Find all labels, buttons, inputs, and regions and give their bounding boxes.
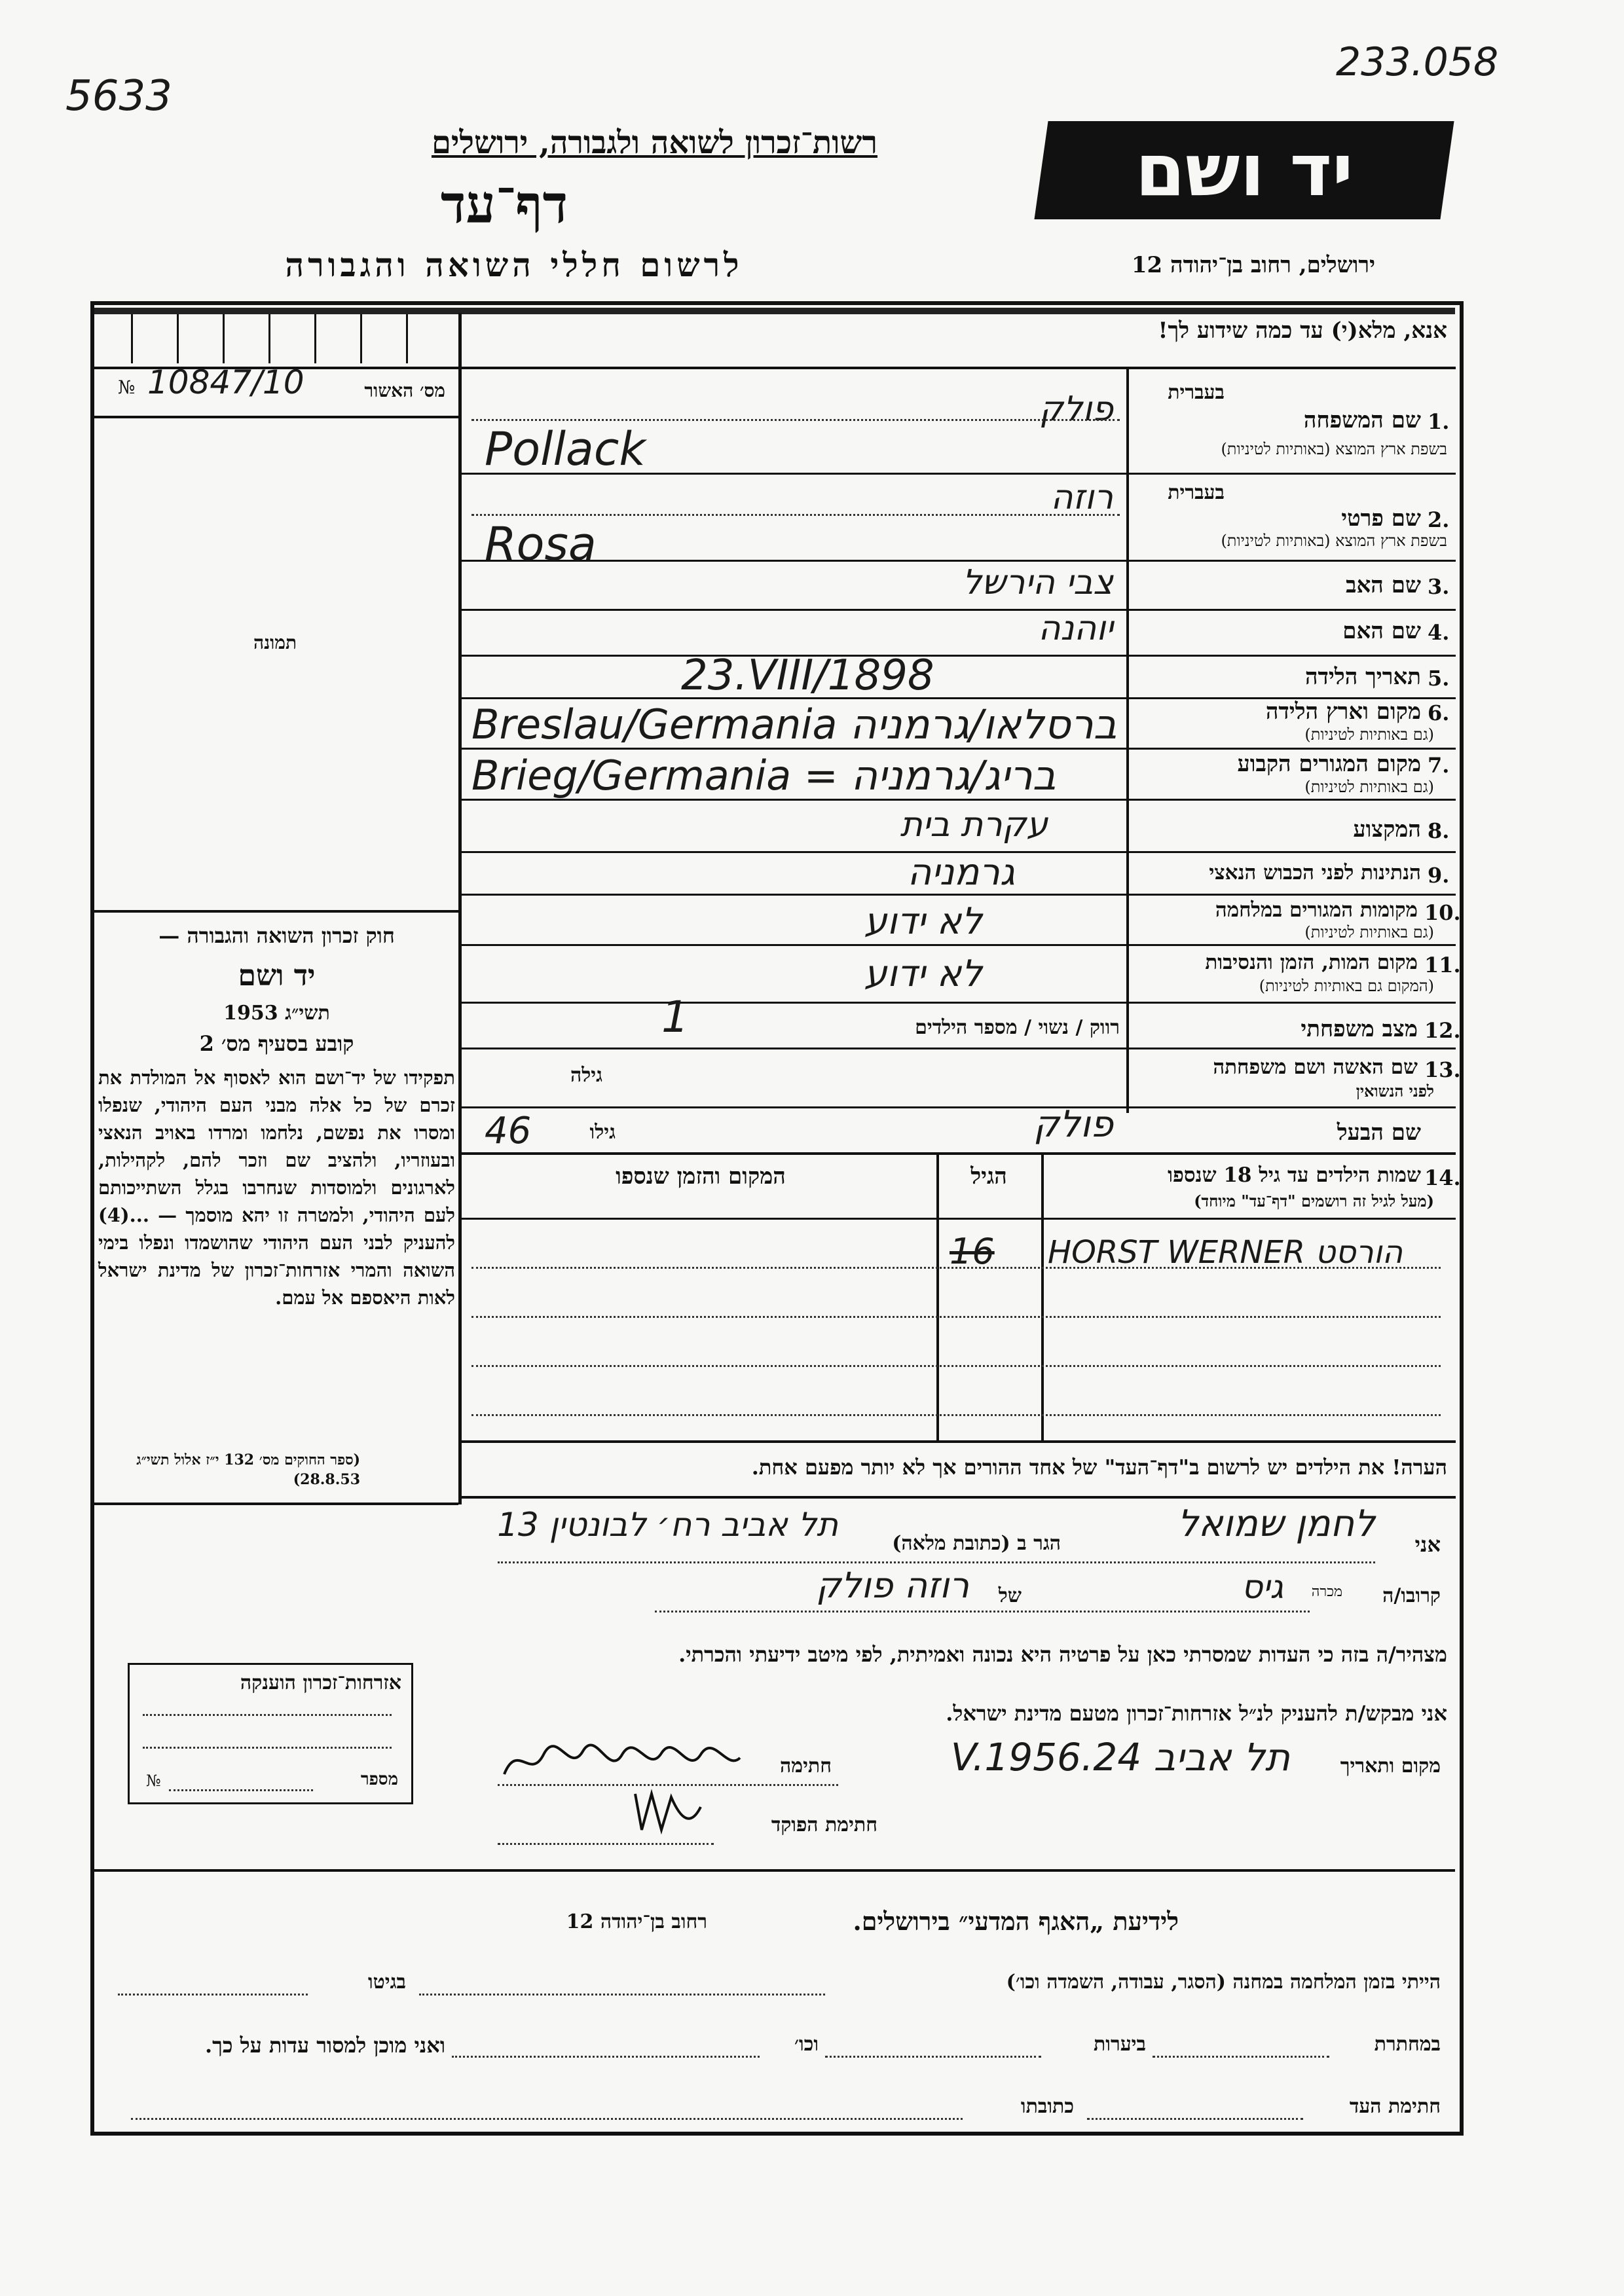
footer-witness-signature-label: חתימת העד [1349,2095,1441,2118]
field-profession-label: המקצוע [1353,816,1421,843]
approval-number-label: מס׳ האשור [364,380,445,401]
law-year: תשי״ג 1953 [223,1002,330,1025]
relation-hint: מכרה [1311,1584,1342,1600]
mother-name-value: יוהנה [1038,609,1113,648]
declaration-request: אני מבקש/ת להעניק לנ״ל אזרחות־זכרון מטעם מדינת ישראל. [946,1701,1447,1726]
official-signature-label: חתימת הפוקד [771,1813,877,1836]
children-count-value: 1 [661,992,689,1042]
children-header-names: שמות הילדים עד גיל 18 שנספו [1168,1163,1421,1187]
citizenship-number-symbol: № [146,1772,161,1790]
footer-witness-address-label: כתובתו [1020,2095,1074,2118]
field-birth-place-label: מקום וארץ הלידה [1265,699,1421,725]
citizenship-number-label: מספר [360,1770,398,1789]
husband-name-value: פולק [1033,1103,1113,1146]
children-header-age: הגיל [970,1163,1007,1190]
nationality-value: גרמניה [907,851,1015,894]
family-name-latin: Pollack [485,422,646,476]
archive-number-left: 5633 [65,72,172,120]
field-family-name-label: שם המשפחה [1303,407,1421,433]
field-father-name-label: שם האב [1346,572,1421,598]
authority-name: רשות־זכרון לשואה ולגבורה, ירושלים [431,124,877,161]
address: ירושלים, רחוב בן־יהודה 12 [1131,252,1375,278]
footer-address: רחוב בן־יהודה 12 [566,1910,707,1933]
footer-etc-label: וכו׳ [794,2033,819,2056]
husband-age-label: גילו [589,1121,616,1144]
field-wife-name-label: שם האשה ושם משפחתה [1213,1055,1418,1079]
footer-testimony-statement: ואני מוכן למסור עדות על כך. [204,2033,445,2058]
residence-value: Brieg/Germania = בריג/גרמניה [471,752,1056,799]
left-column-divider [458,313,462,1504]
logo-text: יד ושם [1135,128,1354,212]
page-subtitle: לרשום חללי השואה והגבורה [285,246,743,284]
approval-number-value: 10847/10 [147,363,304,401]
death-place-value: לא ידוע [864,953,982,995]
footer-ghetto-label: בגיטו [367,1971,406,1994]
field-wartime-residence-label: מקומות המגורים במלחמה [1215,898,1418,922]
page-title: דף־עד [440,173,568,235]
photo-label: תמונה [253,632,297,653]
form-intro: אנא, מלא(י) עד כמה שידוע לך! [1158,318,1447,344]
relative-name-value: רוזה פולק [816,1565,969,1606]
field-mother-name-label: שם האם [1342,618,1421,644]
birth-date-value: 23.VIII/1898 [681,651,934,700]
law-section: קובע בסעיף מס׳ 2 [199,1031,354,1056]
father-name-value: צבי הירשל [962,563,1113,602]
footer-underground-label: במחתרת [1374,2033,1441,2056]
field-husband-name-label: שם הבעל [1337,1120,1421,1146]
footer-forests-label: ביערות [1093,2033,1146,2056]
place-date-label: מקום ותאריך [1340,1755,1441,1777]
official-signature [629,1781,707,1840]
field-residence-label: מקום המגורים הקבוע [1237,751,1421,777]
wartime-residence-value: לא ידוע [864,900,982,943]
marital-status-options: רווק / נשוי / מספר הילדים [915,1016,1120,1039]
citizenship-box [128,1663,413,1804]
law-reference: (ספר החוקים מס׳ 132 י״ז אלול תשי״ג 28.8.53) [136,1451,360,1488]
family-name-hebrew: פולק [1039,390,1113,429]
citizenship-box-title: אזרחות־זכרון הוענקה [240,1671,401,1694]
child-age-value: 16 [950,1231,995,1272]
first-name-hebrew: רוזה [1050,478,1113,517]
approval-no-symbol: № [118,376,136,398]
declarant-label: אני [1414,1532,1441,1557]
law-text: תפקידו של יד־ושם הוא לאסוף אל המולדת את זכרם של כל אלה מבני העם היהודי, שנפלו ומסרו את נפשם, נלחמו ומרדו באויב הנאצי ובעוזריו, ולהציב שם וזכר להם, לקהילות, לארגונים ולמוסדות שנחרבו בגלל השתייכותם לעם היהודי, ולמטרה זו יהא מוסמך — ...(4) להעניק לבני העם היהודי שהושמדו ונפלו בימי השואה והמרי אזרחות־זכרון של מדינת ישראל לאות היאספם אל עמם. [98,1066,455,1309]
frame-top-band [94,308,1455,314]
field-first-name-label: שם פרטי [1341,505,1421,532]
child-name-value: HORST WERNER הורסט [1048,1234,1403,1271]
husband-age-value: 46 [485,1110,532,1152]
children-header-place: המקום והזמן שנספו [616,1163,786,1190]
declarant-signature [498,1735,747,1787]
footer-camp-label: הייתי בזמן המלחמה במחנה (הסגר, עבודה, השמדה וכו׳) [1006,1971,1441,1994]
first-name-latin: Rosa [485,517,597,571]
declarant-address-value: תל אביב רח׳ לבונטין 13 [497,1506,838,1544]
wife-age-label: גילה [570,1064,602,1087]
archive-number-right: 233.058 [1336,39,1499,85]
of-label: של [998,1584,1022,1607]
relation-value: גיס [1241,1568,1283,1606]
law-title: חוק זכרון השואה והגבורה — [158,923,395,948]
field-nationality-label: הנתינות לפני הכבוש הנאצי [1209,861,1421,884]
footer-heading: לידיעת „האגף המדעי״ בירושלים. [853,1906,1179,1936]
field-death-place-label: מקום המות, הזמן והנסיבות [1205,951,1418,974]
profession-value: עקרת בית [900,805,1048,845]
place-date-value: תל אביב 24.V.1956 [950,1735,1290,1779]
declarant-name-value: לחמן שמואל [1177,1503,1375,1545]
law-name: יד ושם [238,959,316,993]
id-boxes [105,314,445,363]
birth-place-value: Breslau/Germania ברסלאו/גרמניה [471,701,1117,748]
field-birth-date-label: תאריך הלידה [1304,664,1421,690]
yad-vashem-logo [1034,121,1454,219]
signature-label: חתימה [780,1755,832,1777]
declaration-statement: מצהיר/ה בזה כי העדות שמסרתי כאן על פרטיה היא נכונה ואמיתית, לפי מיטב ידיעתי והכרתי. [678,1642,1447,1667]
residing-label: הגר ב (כתובת מלאה) [892,1532,1061,1555]
children-note: הערה! את הילדים יש לרשום ב"דף־העד" של אחד ההורים אך לא יותר מפעם אחת. [751,1455,1447,1480]
relative-label: קרובו/ה [1382,1584,1441,1607]
field-marital-status-label: מצב משפחתי [1301,1016,1418,1042]
hebrew-tag-1: בעברית [1168,381,1225,404]
